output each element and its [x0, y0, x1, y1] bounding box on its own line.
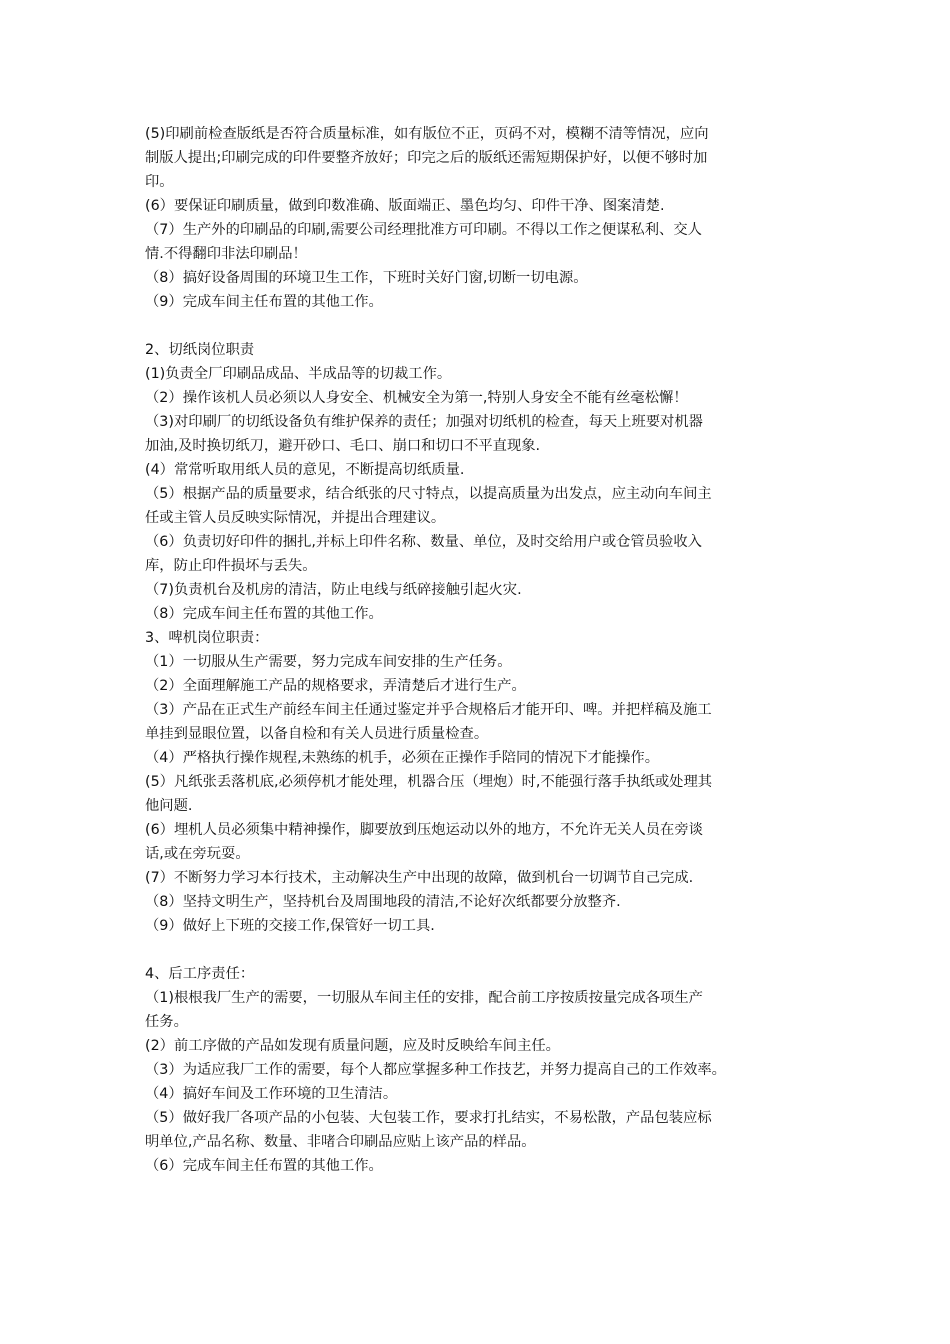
text-line: 单挂到显眼位置，以备自检和有关人员进行质量检查。	[145, 726, 489, 742]
text-line: （8）坚持文明生产，坚持机台及周围地段的清洁,不论好次纸都要分放整齐.	[145, 894, 621, 910]
text-line: 库，防止印件损坏与丢失。	[145, 558, 317, 574]
text-line: （4）搞好车间及工作环境的卫生清洁。	[145, 1086, 398, 1102]
text-line: 4、后工序责任：	[145, 966, 255, 982]
text-line: （3）产品在正式生产前经车间主任通过鉴定并乎合规格后才能开印、啤。并把样稿及施工	[145, 702, 712, 718]
text-line: （7）生产外的印刷品的印刷,需要公司经理批准方可印刷。不得以工作之便谋私利、交人	[145, 222, 702, 238]
text-line: （8）完成车间主任布置的其他工作。	[145, 606, 383, 622]
text-line: 加油,及时换切纸刀，避开砂口、毛口、崩口和切口不平直现象.	[145, 438, 541, 454]
text-line: 话,或在旁玩耍。	[145, 846, 250, 862]
text-line: (5)印刷前检查版纸是否符合质量标准，如有版位不正，页码不对，模糊不清等情况，应向	[145, 126, 709, 142]
text-line: 3、啤机岗位职责：	[145, 630, 269, 646]
document-body	[145, 122, 815, 1178]
blank-line	[145, 314, 815, 338]
text-line: (2）前工序做的产品如发现有质量问题，应及时反映给车间主任。	[145, 1038, 560, 1054]
text-line: （3)对印刷厂的切纸设备负有维护保养的责任；加强对切纸机的检查，每天上班要对机器	[145, 414, 703, 430]
text-line: 他问题.	[145, 798, 193, 814]
text-line: （5）根据产品的质量要求，结合纸张的尺寸特点，以提高质量为出发点，应主动向车间主	[145, 486, 712, 502]
blank-line	[145, 938, 815, 962]
text-line: 情.不得翻印非法印刷品！	[145, 246, 307, 262]
text-line: （5）做好我厂各项产品的小包装、大包装工作，要求打扎结实，不易松散，产品包装应标	[145, 1110, 712, 1126]
text-line: （2）全面理解施工产品的规格要求，弄清楚后才进行生产。	[145, 678, 526, 694]
text-line: 2、切纸岗位职责	[145, 342, 255, 358]
text-line: （1）一切服从生产需要，努力完成车间安排的生产任务。	[145, 654, 512, 670]
text-line: （7)负责机台及机房的清洁，防止电线与纸碎接触引起火灾.	[145, 582, 522, 598]
text-line: （8）搞好设备周围的环境卫生工作，下班时关好门窗,切断一切电源。	[145, 270, 588, 286]
text-line: (4）常常听取用纸人员的意见，不断提高切纸质量.	[145, 462, 465, 478]
text-line: （3）为适应我厂工作的需要，每个人都应掌握多种工作技艺，并努力提高自己的工作效率。	[145, 1062, 726, 1078]
text-line: (7）不断努力学习本行技术，主动解决生产中出现的故障，做到机台一切调节自己完成.	[145, 870, 694, 886]
text-line: 明单位,产品名称、数量、非啫合印刷品应贴上该产品的样品。	[145, 1134, 536, 1150]
text-line: （4）严格执行操作规程,未熟练的机手，必须在正操作手陪同的情况下才能操作。	[145, 750, 660, 766]
text-line: （9）做好上下班的交接工作,保管好一切工具.	[145, 918, 435, 934]
text-line: (6）埋机人员必须集中精神操作，脚要放到压炮运动以外的地方，不允许无关人员在旁谈	[145, 822, 703, 838]
text-line: 任务。	[145, 1014, 188, 1030]
text-line: (6）要保证印刷质量，做到印数准确、版面端正、墨色均匀、印件干净、图案清楚.	[145, 198, 665, 214]
text-line: (5）凡纸张丢落机底,必须停机才能处理，机器合压（埋炮）时,不能强行落手执纸或处理其	[145, 774, 713, 790]
text-line: （9）完成车间主任布置的其他工作。	[145, 294, 383, 310]
text-line: （6）负责切好印件的捆扎,并标上印件名称、数量、单位，及时交给用户或仓管员验收入	[145, 534, 702, 550]
text-line: 任或主管人员反映实际情况，并提出合理建议。	[145, 510, 446, 526]
text-line: 印。	[145, 174, 174, 190]
text-line: （6）完成车间主任布置的其他工作。	[145, 1158, 383, 1174]
text-line: （2）操作该机人员必须以人身安全、机械安全为第一,特别人身安全不能有丝毫松懈！	[145, 390, 688, 406]
text-line: （1)根根我厂生产的需要，一切服从车间主任的安排，配合前工序按质按量完成各项生产	[145, 990, 703, 1006]
text-line: 制版人提出;印刷完成的印件要整齐放好；印完之后的版纸还需短期保护好，以便不够时加	[145, 150, 708, 166]
text-line: (1)负责全厂印刷品成品、半成品等的切裁工作。	[145, 366, 452, 382]
